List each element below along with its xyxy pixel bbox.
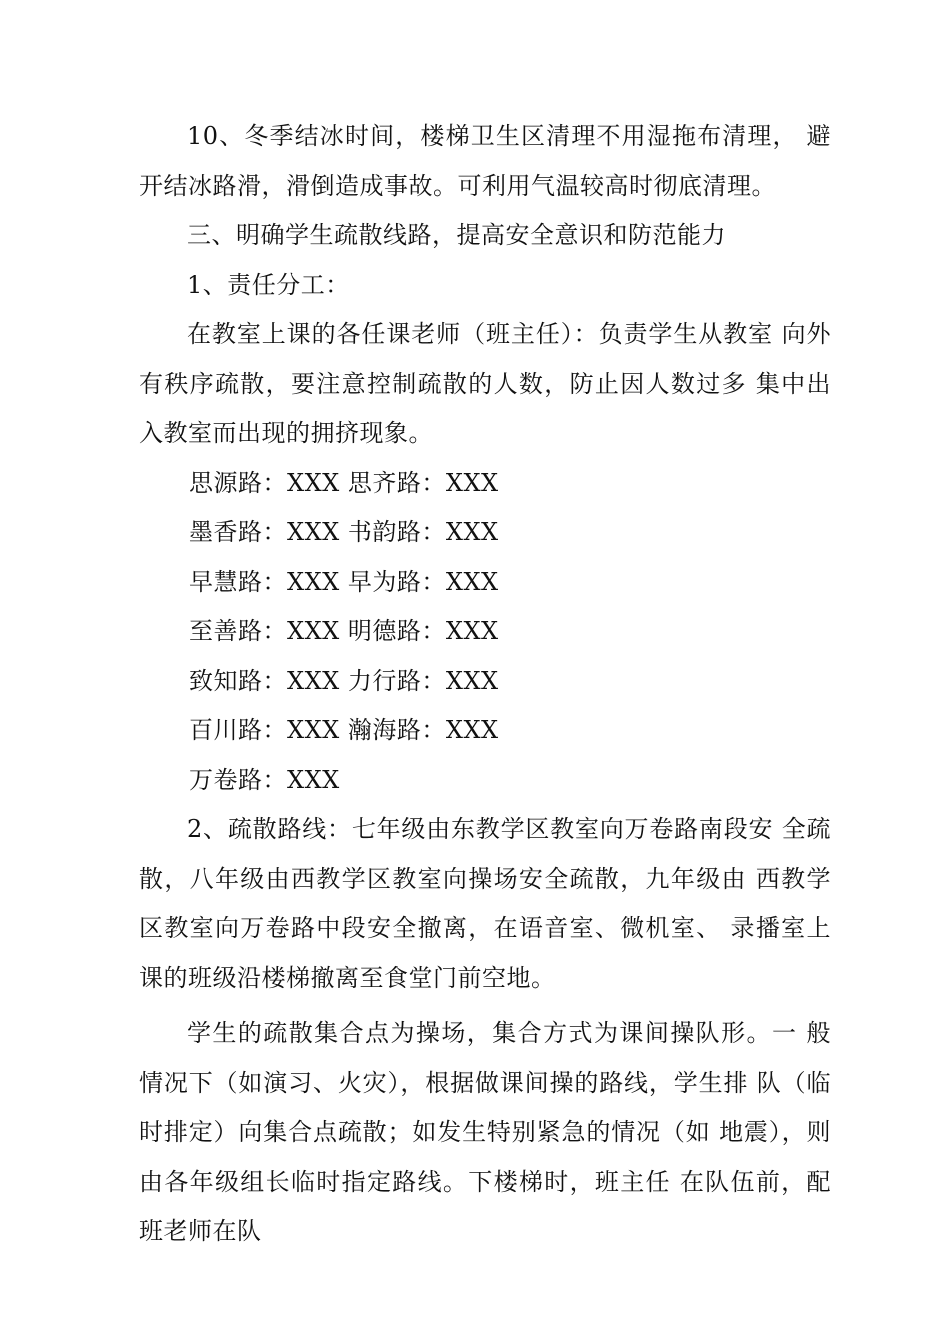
road-line: 墨香路：XXX 书韵路：XXX — [189, 518, 499, 546]
subheading-responsibility: 1、责任分工： — [187, 270, 350, 299]
road-line: 百川路：XXX 瀚海路：XXX — [189, 716, 499, 744]
road-line: 早慧路：XXX 早为路：XXX — [189, 567, 499, 596]
section-heading-3: 三、明确学生疏散线路，提高安全意识和防范能力 — [187, 221, 726, 249]
paragraph-duty: 在教室上课的各任课老师（班主任）：负责学生从教室 向外有秩序疏散，要注意控制疏散的人数，防止因人数过多 集中出入教室而出现的拥挤现象。 — [139, 320, 831, 447]
road-list — [139, 459, 831, 806]
document-body — [139, 112, 831, 1257]
paragraph-assembly-point: 学生的疏散集合点为操场，集合方式为课间操队形。一 般情况下（如演习、火灾），根据做课间操的路线，学生排 队（临时排定）向集合点疏散；如发生特别紧急的情况（如 地震），则由各年级组长临时指定路线。下楼梯时，班主任 在队伍前，配班老师在队 — [139, 1019, 831, 1245]
road-line: 至善路：XXX 明德路：XXX — [189, 617, 499, 645]
road-line: 万卷路：XXX — [189, 765, 340, 794]
paragraph-item-10: 10、冬季结冰时间，楼梯卫生区清理不用湿拖布清理， 避开结冰路滑，滑倒造成事故。可利用气温较高时彻底清理。 — [139, 122, 831, 200]
road-line: 致知路：XXX 力行路：XXX — [189, 666, 499, 695]
paragraph-evacuation-routes: 2、疏散路线：七年级由东教学区教室向万卷路南段安 全疏散，八年级由西教学区教室向操场安全疏散，九年级由 西教学区教室向万卷路中段安全撤离，在语音室、微机室、 录播室上课的班级沿楼梯撤离至食堂门前空地。 — [139, 815, 831, 992]
road-line: 思源路：XXX 思齐路：XXX — [189, 468, 499, 497]
